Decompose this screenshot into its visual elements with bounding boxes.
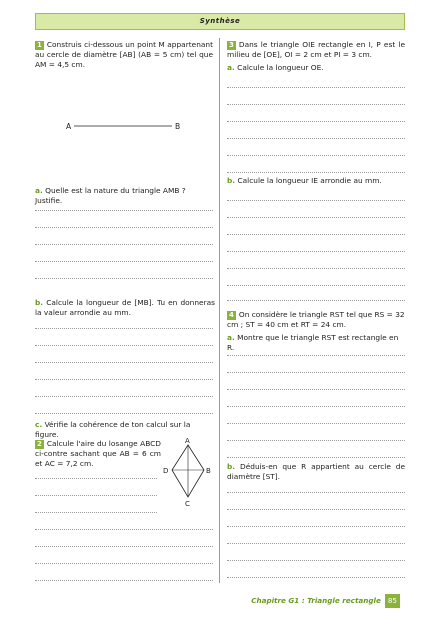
section-banner (35, 13, 405, 30)
answer-line[interactable] (35, 512, 157, 513)
answer-line[interactable] (227, 509, 405, 510)
column-divider (219, 38, 220, 583)
answer-line[interactable] (35, 413, 213, 414)
exercise-text: Construis ci-dessous un point M appartenant au cercle de diamètre [AB] (AB = 5 cm) tel que AM = 4,5 cm. (35, 40, 213, 69)
segment-ab-figure (60, 117, 190, 133)
question-label: b. (227, 462, 236, 471)
answer-line[interactable] (227, 423, 405, 424)
answer-line[interactable] (35, 396, 213, 397)
answer-line[interactable] (35, 580, 213, 581)
answer-line[interactable] (227, 172, 405, 173)
question-text: Calcule la longueur IE arrondie au mm. (237, 176, 382, 185)
answer-line[interactable] (35, 546, 213, 547)
exercise-4-statement (227, 310, 405, 330)
answer-line[interactable] (227, 372, 405, 373)
exercise-3-question-a (227, 63, 405, 73)
answer-line[interactable] (227, 285, 405, 286)
answer-line[interactable] (227, 268, 405, 269)
point-a-label: A (66, 122, 72, 131)
answer-line[interactable] (35, 244, 213, 245)
answer-line[interactable] (227, 217, 405, 218)
question-label: a. (35, 186, 43, 195)
question-text: Vérifie la cohérence de ton calcul sur la figure. (35, 420, 191, 439)
answer-line[interactable] (227, 355, 405, 356)
answer-line[interactable] (227, 560, 405, 561)
question-text: Quelle est la nature du triangle AMB ? Justifie. (35, 186, 186, 205)
exercise-number: 2 (37, 440, 42, 448)
exercise-4-question-a (227, 333, 405, 352)
answer-line[interactable] (35, 227, 213, 228)
answer-line[interactable] (35, 328, 213, 329)
answer-line[interactable] (227, 138, 405, 139)
question-text: Montre que le triangle RST est rectangle en R. (227, 333, 399, 352)
answer-line[interactable] (227, 389, 405, 390)
answer-line[interactable] (227, 200, 405, 201)
answer-line[interactable] (227, 234, 405, 235)
answer-line[interactable] (227, 526, 405, 527)
exercise-2-statement (35, 439, 161, 468)
answer-line[interactable] (227, 300, 405, 301)
exercise-1-question-b (35, 298, 215, 317)
exercise-1-question-a (35, 186, 215, 205)
chapter-title: Chapitre G1 : Triangle rectangle (251, 596, 381, 605)
answer-line[interactable] (227, 440, 405, 441)
exercise-text: Dans le triangle OIE rectangle en I, P est le milieu de [OE], OI = 2 cm et PI = 3 cm. (227, 40, 405, 59)
answer-line[interactable] (35, 478, 157, 479)
vertex-a-label: A (185, 437, 190, 445)
section-title: Synthèse (199, 17, 241, 25)
vertex-d-label: D (163, 467, 169, 475)
exercise-number: 3 (229, 41, 234, 49)
question-text: Calcule la longueur OE. (237, 63, 324, 72)
exercise-text: On considère le triangle RST tel que RS = 32 cm ; ST = 40 cm et RT = 24 cm. (227, 310, 405, 329)
rhombus-figure (160, 435, 216, 510)
answer-line[interactable] (227, 577, 405, 578)
question-label: a. (227, 63, 235, 72)
answer-line[interactable] (35, 362, 213, 363)
question-text: Déduis-en que R appartient au cercle de diamètre [ST]. (227, 462, 405, 481)
answer-line[interactable] (227, 251, 405, 252)
answer-line[interactable] (35, 529, 213, 530)
answer-line[interactable] (35, 563, 213, 564)
answer-line[interactable] (35, 278, 213, 279)
question-label: b. (35, 298, 44, 307)
question-label: c. (35, 420, 43, 429)
answer-line[interactable] (35, 379, 213, 380)
vertex-b-label: B (206, 467, 211, 475)
question-label: a. (227, 333, 235, 342)
point-b-label: B (175, 122, 181, 131)
answer-line[interactable] (227, 406, 405, 407)
exercise-text: Calcule l'aire du losange ABCD ci-contre sachant que AB = 6 cm et AC = 7,2 cm. (35, 439, 161, 468)
answer-line[interactable] (227, 104, 405, 105)
exercise-number: 4 (229, 311, 234, 319)
answer-line[interactable] (227, 492, 405, 493)
answer-line[interactable] (227, 87, 405, 88)
exercise-number: 1 (37, 41, 42, 49)
exercise-3-statement (227, 40, 405, 60)
answer-line[interactable] (227, 543, 405, 544)
vertex-c-label: C (185, 500, 190, 508)
page-footer (251, 594, 400, 608)
answer-line[interactable] (35, 495, 157, 496)
answer-line[interactable] (227, 121, 405, 122)
exercise-1-statement (35, 40, 213, 69)
exercise-4-question-b (227, 462, 405, 481)
page-number: 85 (385, 594, 400, 608)
exercise-3-question-b (227, 176, 405, 186)
answer-line[interactable] (35, 210, 213, 211)
answer-line[interactable] (35, 345, 213, 346)
question-text: Calcule la longueur de [MB]. Tu en donneras la valeur arrondie au mm. (35, 298, 215, 317)
answer-line[interactable] (227, 457, 405, 458)
question-label: b. (227, 176, 236, 185)
answer-line[interactable] (35, 261, 213, 262)
answer-line[interactable] (227, 155, 405, 156)
